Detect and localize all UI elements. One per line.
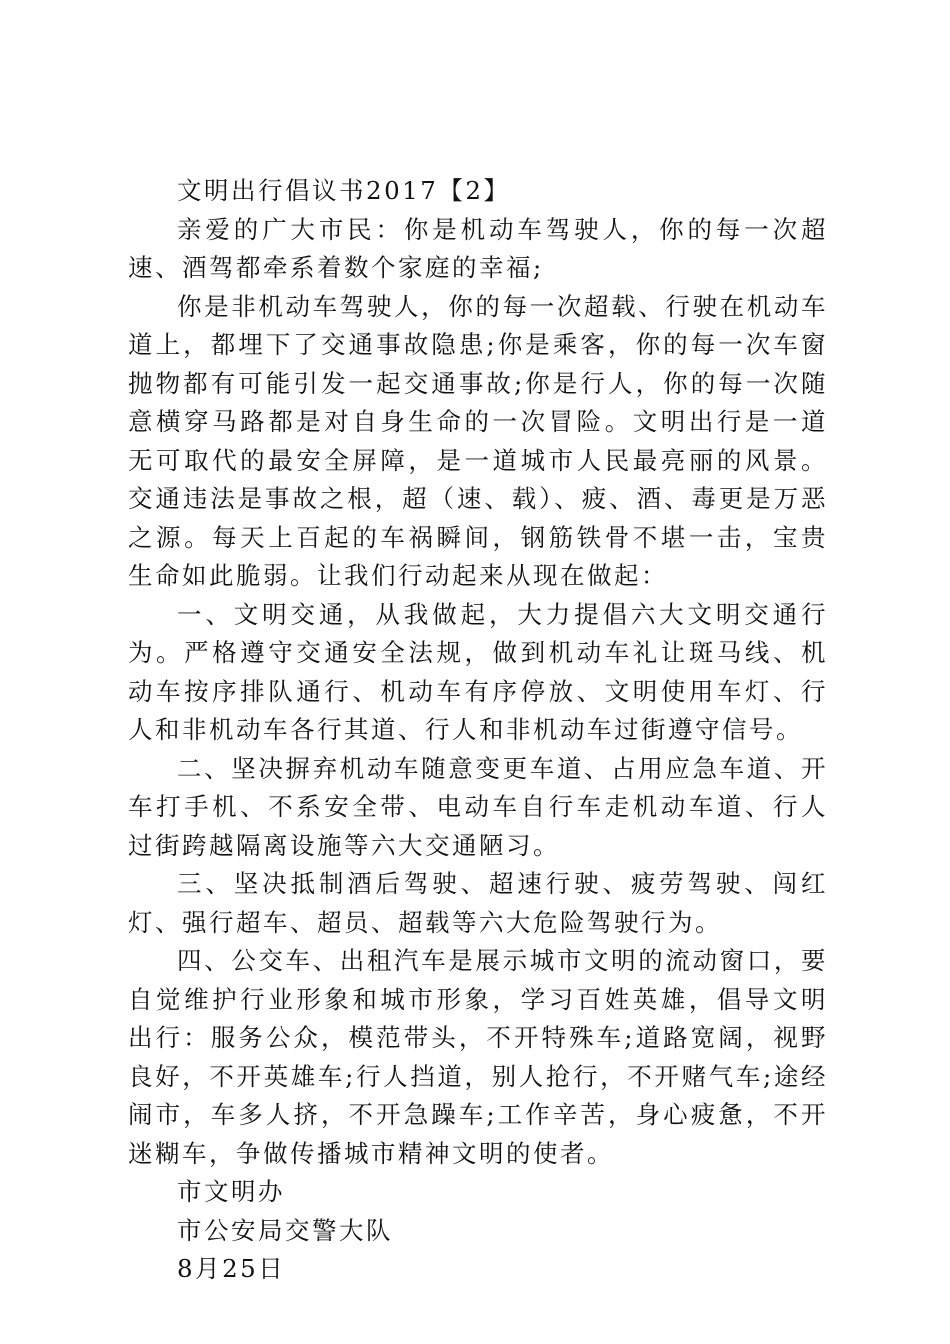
paragraph-greeting: 亲爱的广大市民：你是机动车驾驶人，你的每一次超速、酒驾都牵系着数个家庭的幸福;: [128, 214, 828, 282]
paragraph-item-1: 一、文明交通，从我做起，大力提倡六大文明交通行为。严格遵守交通安全法规，做到机动车礼让斑马线、机动车按序排队通行、机动车有序停放、文明使用车灯、行人和非机动车各行其道、行人和非机动车过街遵守信号。: [128, 599, 828, 744]
paragraph-item-2: 二、坚决摒弃机动车随意变更车道、占用应急车道、开车打手机、不系安全带、电动车自行车走机动车道、行人过街跨越隔离设施等六大交通陋习。: [128, 753, 828, 860]
signature-org-civilization-office: 市文明办: [177, 1177, 285, 1206]
signature-date: 8月25日: [177, 1254, 286, 1283]
document-title: 文明出行倡议书2017【2】: [177, 176, 511, 205]
paragraph-item-3: 三、坚决抵制酒后驾驶、超速行驶、疲劳驾驶、闯红灯、强行超车、超员、超载等六大危险驾驶行为。: [128, 869, 828, 937]
paragraph-intro: 你是非机动车驾驶人，你的每一次超载、行驶在机动车道上，都埋下了交通事故隐患;你是乘客，你的每一次车窗抛物都有可能引发一起交通事故;你是行人，你的每一次随意横穿马路都是对自身生命的一次冒险。文明出行是一道无可取代的最安全屏障，是一道城市人民最亮丽的风景。交通违法是事故之根，超（速、载）、疲、酒、毒更是万恶之源。每天上百起的车祸瞬间，钢筋铁骨不堪一击，宝贵生命如此脆弱。让我们行动起来从现在做起：: [128, 291, 828, 590]
document-body: [128, 172, 828, 1289]
paragraph-item-4: 四、公交车、出租汽车是展示城市文明的流动窗口，要自觉维护行业形象和城市形象，学习百姓英雄，倡导文明出行：服务公众，模范带头，不开特殊车;道路宽阔，视野良好，不开英雄车;行人挡道，别人抢行，不开赌气车;途经闹市，车多人挤，不开急躁车;工作辛苦，身心疲惫，不开迷糊车，争做传播城市精神文明的使者。: [128, 946, 828, 1168]
signature-org-traffic-police: 市公安局交警大队: [177, 1215, 393, 1245]
